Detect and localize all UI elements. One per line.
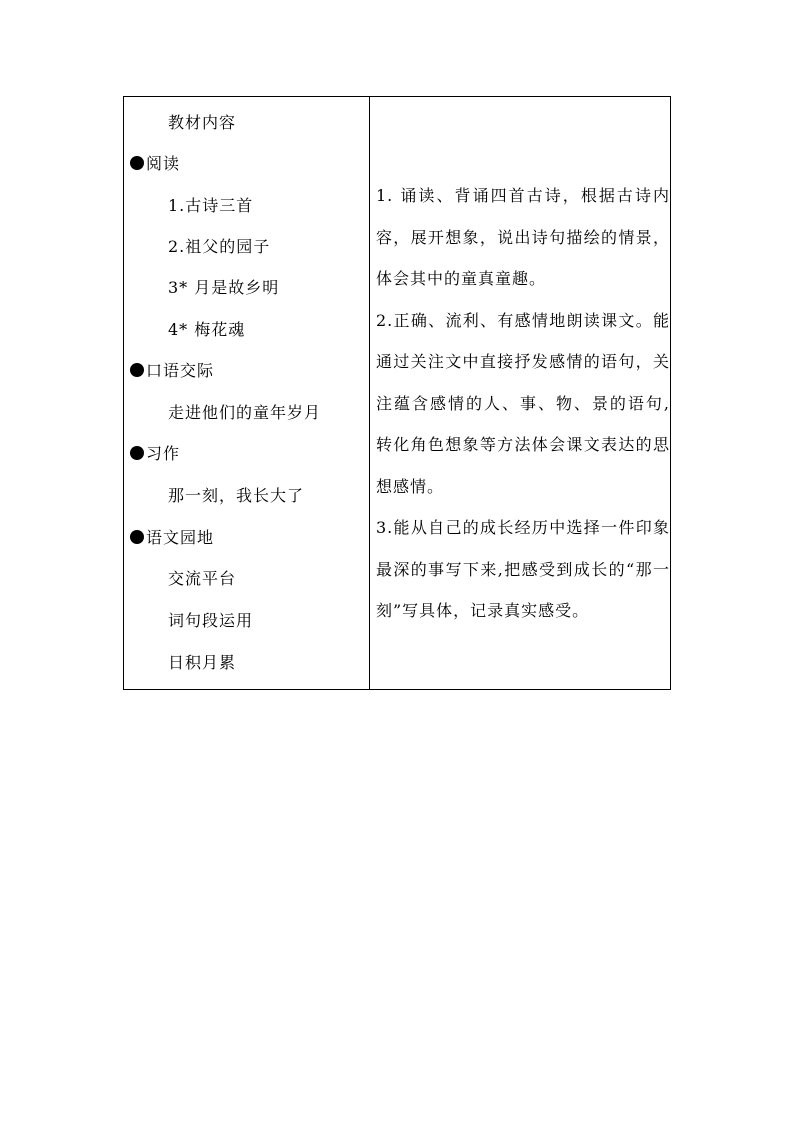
list-item: 1.古诗三首 [168, 196, 254, 215]
list-item: 走进他们的童年岁月 [168, 403, 322, 422]
section-heading-oral [130, 361, 214, 381]
heading-label: 阅读 [146, 154, 181, 173]
bullet-icon [130, 363, 144, 377]
list-item: 那一刻，我长大了 [168, 486, 305, 505]
section-heading-garden [130, 528, 214, 548]
column-title: 教材内容 [168, 113, 237, 132]
list-item: 交流平台 [168, 569, 237, 588]
list-item: 日积月累 [168, 653, 237, 672]
list-item: 3* 月是故乡明 [168, 278, 280, 297]
section-heading-reading [130, 154, 180, 174]
heading-label: 口语交际 [146, 361, 215, 380]
content-table [123, 96, 671, 690]
textbook-content-column [124, 97, 370, 689]
bullet-icon [130, 156, 144, 170]
list-item: 2.祖父的园子 [168, 237, 271, 256]
learning-goals-column [370, 97, 670, 689]
goal-paragraph: 3.能从自己的成长经历中选择一件印象最深的事写下来,把感受到成长的“那一刻”写具体，记录真实感受。 [376, 518, 670, 620]
bullet-icon [130, 446, 144, 460]
goal-paragraph: 1. 诵读、背诵四首古诗，根据古诗内容，展开想象，说出诗句描绘的情景，体会其中的童真童趣。 [376, 186, 670, 288]
section-heading-writing [130, 444, 180, 464]
goals-text [376, 175, 670, 632]
heading-label: 习作 [146, 444, 181, 463]
list-item: 4* 梅花魂 [168, 320, 246, 339]
list-item: 词句段运用 [168, 611, 254, 630]
bullet-icon [130, 530, 144, 544]
heading-label: 语文园地 [146, 528, 215, 547]
goal-paragraph: 2.正确、流利、有感情地朗读课文。能通过关注文中直接抒发感情的语句，关注蕴含感情的人、事、物、景的语句,转化角色想象等方法体会课文表达的思想感情。 [376, 310, 670, 496]
